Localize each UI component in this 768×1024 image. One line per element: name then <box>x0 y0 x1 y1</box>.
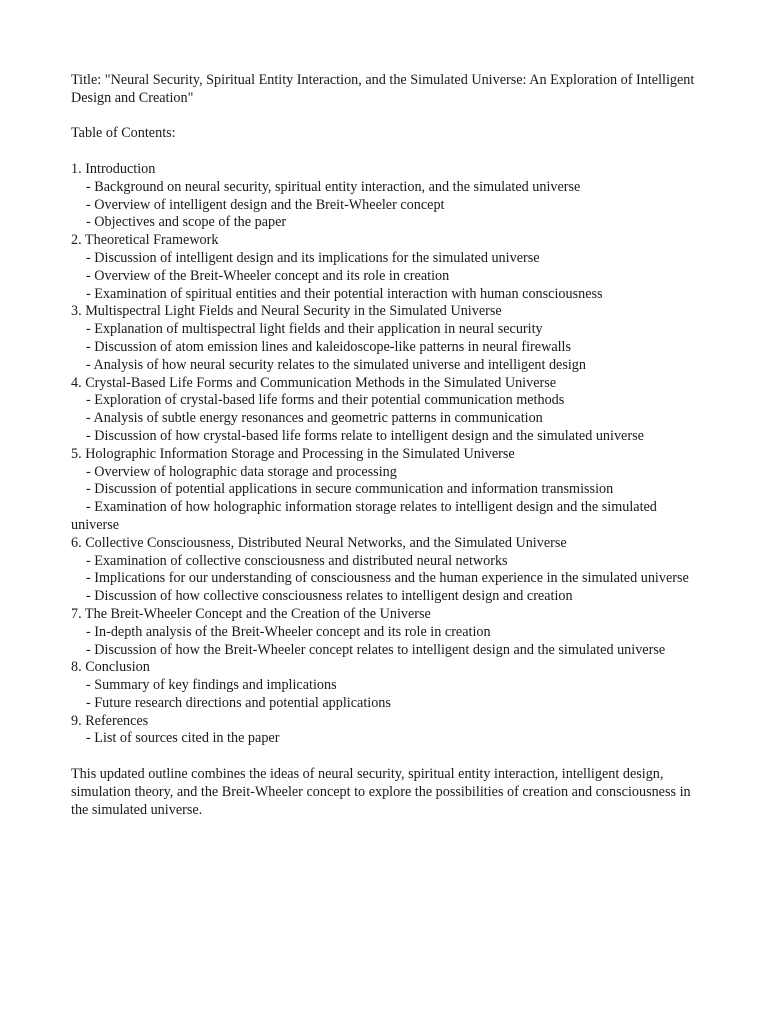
toc-subitem: - Examination of how holographic information storage relates to intelligent design and the simulated universe <box>71 499 657 533</box>
toc-section-heading: 9. References <box>71 712 149 729</box>
toc-subitem: - Explanation of multispectral light fields and their application in neural security <box>86 321 543 338</box>
toc-section-heading: 1. Introduction <box>71 160 156 177</box>
toc-section-heading: 8. Conclusion <box>71 659 150 676</box>
toc-subitem: - Objectives and scope of the paper <box>86 214 287 231</box>
toc-heading: Table of Contents: <box>71 125 176 142</box>
toc-subitem: - Future research directions and potential applications <box>86 694 391 711</box>
document-page <box>71 72 701 819</box>
toc-section-7 <box>71 606 701 659</box>
toc-subitem: - Examination of spiritual entities and their potential interaction with human consciousness <box>86 285 603 302</box>
toc-section-6 <box>71 535 701 606</box>
toc-subitem: - Implications for our understanding of consciousness and the human experience in the simulated universe <box>86 570 689 587</box>
toc-subitem: - Discussion of how the Breit-Wheeler concept relates to intelligent design and the simulated universe <box>86 641 666 658</box>
table-of-contents <box>71 161 701 748</box>
toc-section-4 <box>71 375 701 446</box>
toc-subitem: - Examination of collective consciousness and distributed neural networks <box>86 552 508 569</box>
toc-section-heading: 4. Crystal-Based Life Forms and Communication Methods in the Simulated Universe <box>71 374 557 391</box>
toc-subitem: - Overview of holographic data storage and processing <box>86 463 397 480</box>
toc-subitem: - List of sources cited in the paper <box>86 730 280 747</box>
toc-section-9 <box>71 713 701 749</box>
toc-section-heading: 7. The Breit-Wheeler Concept and the Creation of the Universe <box>71 605 431 622</box>
toc-subitem: - Overview of the Breit-Wheeler concept and its role in creation <box>86 267 450 284</box>
toc-section-8 <box>71 659 701 712</box>
toc-section-3 <box>71 303 701 374</box>
toc-section-5 <box>71 446 701 535</box>
document-title: Title: "Neural Security, Spiritual Entity Interaction, and the Simulated Universe: An Exploration of Intelligent Design and Creation" <box>71 72 695 106</box>
toc-subitem: - Background on neural security, spiritual entity interaction, and the simulated universe <box>86 178 581 195</box>
toc-subitem: - Analysis of subtle energy resonances and geometric patterns in communication <box>86 410 543 427</box>
toc-section-heading: 5. Holographic Information Storage and Processing in the Simulated Universe <box>71 445 515 462</box>
toc-subitem: - Discussion of how crystal-based life forms relate to intelligent design and the simulated universe <box>86 427 644 444</box>
toc-subitem: - Discussion of potential applications in secure communication and information transmission <box>86 481 614 498</box>
toc-subitem: - Exploration of crystal-based life forms and their potential communication methods <box>86 392 565 409</box>
toc-subitem: - Overview of intelligent design and the Breit-Wheeler concept <box>86 196 445 213</box>
toc-subitem: - Discussion of intelligent design and its implications for the simulated universe <box>86 249 540 266</box>
toc-subitem: - Discussion of how collective consciousness relates to intelligent design and creation <box>86 588 573 605</box>
toc-section-1 <box>71 161 701 232</box>
toc-subitem: - Discussion of atom emission lines and kaleidoscope-like patterns in neural firewalls <box>86 338 572 355</box>
toc-subitem: - In-depth analysis of the Breit-Wheeler concept and its role in creation <box>86 623 491 640</box>
toc-section-heading: 3. Multispectral Light Fields and Neural Security in the Simulated Universe <box>71 303 502 320</box>
toc-subitem: - Summary of key findings and implications <box>86 677 337 694</box>
toc-section-2 <box>71 232 701 303</box>
toc-section-heading: 2. Theoretical Framework <box>71 232 219 249</box>
toc-subitem: - Analysis of how neural security relates to the simulated universe and intelligent design <box>86 356 586 373</box>
toc-section-heading: 6. Collective Consciousness, Distributed Neural Networks, and the Simulated Universe <box>71 534 567 551</box>
closing-paragraph: This updated outline combines the ideas of neural security, spiritual entity interaction, intelligent design, simulation theory, and the Breit-Wheeler concept to explore the possibilities of creation and consciousness in the simulated universe. <box>71 766 691 818</box>
